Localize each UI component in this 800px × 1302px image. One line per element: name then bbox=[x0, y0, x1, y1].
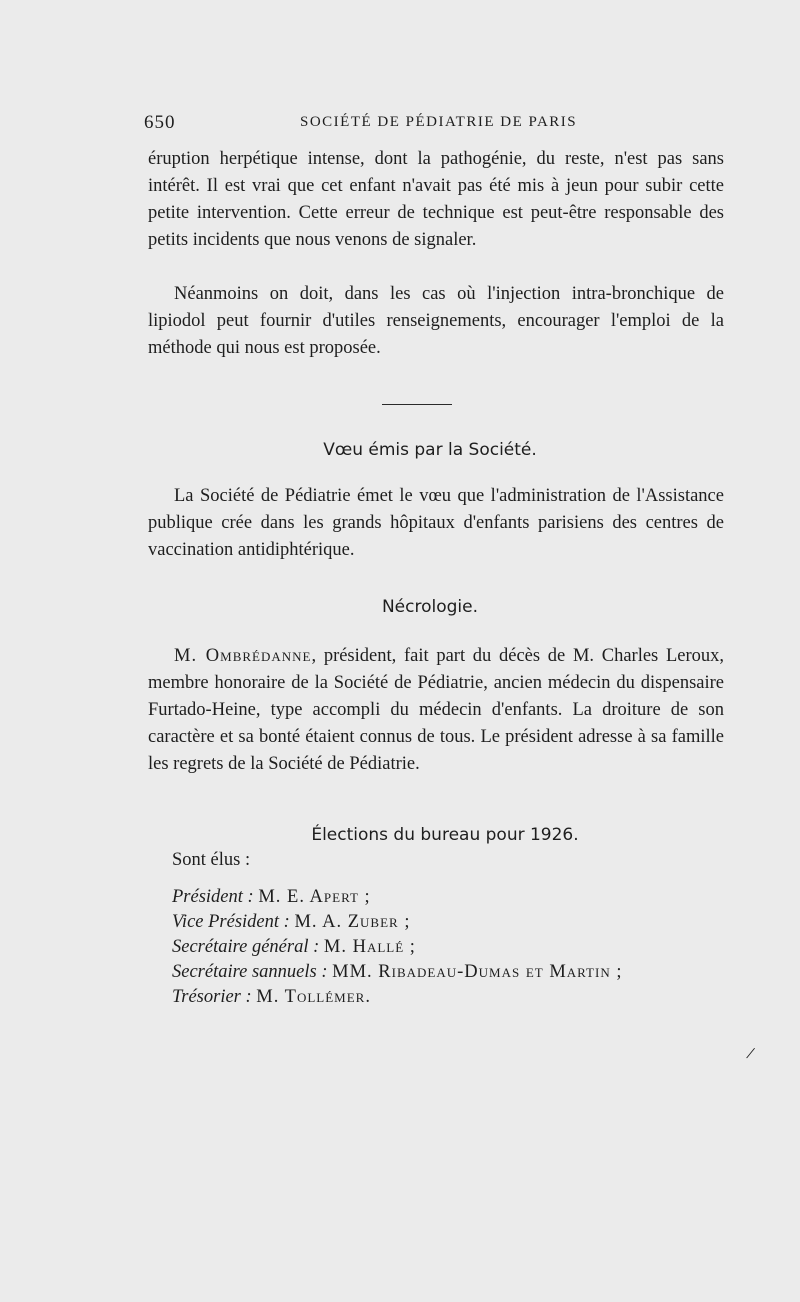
officer-name: M. Tollémer. bbox=[256, 987, 371, 1007]
officer-treasurer bbox=[172, 985, 622, 1010]
officer-vice-president bbox=[172, 910, 622, 935]
section-heading-necrologie: Nécrologie. bbox=[381, 597, 479, 617]
officer-annual-secretaries bbox=[172, 960, 622, 985]
officer-president bbox=[172, 885, 622, 910]
paragraph-1: éruption herpétique intense, dont la pathogénie, du reste, n'est pas sans intérêt. Il est vrai que cet enfant n'avait pas été mis à jeun pour subir cette petite intervention. Cette erreur de technique est peut-être responsable des petits incidents que nous venons de signaler. bbox=[148, 149, 724, 250]
officer-name: M. E. Apert ; bbox=[258, 887, 371, 907]
officers-list bbox=[172, 885, 622, 1010]
section-divider bbox=[382, 404, 452, 405]
section-heading-voeu: Vœu émis par la Société. bbox=[323, 440, 537, 460]
paragraph-necrologie bbox=[148, 643, 724, 778]
officer-role: Président : bbox=[172, 887, 254, 907]
necrologie-text: , président, fait part du décès de M. Charles Leroux, membre honoraire de la Société de Pédiatrie, ancien médecin du dispensaire Furtado-Heine, type accompli du médecin d'enfants. La droiture de son caractère et sa bonté étaient connus de tous. Le président adresse à sa famille les regrets de la Société de Pédiatrie. bbox=[148, 646, 724, 774]
officer-name: M. A. Zuber ; bbox=[294, 912, 411, 932]
officer-role: Vice Président : bbox=[172, 912, 290, 932]
paragraph-voeu: La Société de Pédiatrie émet le vœu que l'administration de l'Assistance publique crée dans les grands hôpitaux d'enfants parisiens des centres de vaccination antidiphtérique. bbox=[148, 486, 724, 560]
page-number: 650 bbox=[144, 112, 176, 133]
page-header bbox=[144, 112, 734, 138]
officer-secretary-general bbox=[172, 935, 622, 960]
officer-name: M. Hallé ; bbox=[323, 937, 416, 957]
officer-role: Trésorier : bbox=[172, 987, 252, 1007]
paragraph-2: Néanmoins on doit, dans les cas où l'injection intra-bronchique de lipiodol peut fournir d'utiles renseignements, encourager l'emploi de la méthode qui nous est proposée. bbox=[148, 284, 724, 358]
officer-role: Secrétaire sannuels : bbox=[172, 962, 328, 982]
margin-mark: / bbox=[744, 1042, 757, 1064]
elections-intro: Sont élus : bbox=[172, 850, 251, 870]
running-head: SOCIÉTÉ DE PÉDIATRIE DE PARIS bbox=[300, 114, 578, 130]
officer-name: MM. Ribadeau-Dumas et Martin ; bbox=[332, 962, 623, 982]
officer-role: Secrétaire général : bbox=[172, 937, 320, 957]
section-heading-elections: Élections du bureau pour 1926. bbox=[311, 825, 579, 845]
president-name: M. Ombrédanne bbox=[174, 646, 312, 666]
